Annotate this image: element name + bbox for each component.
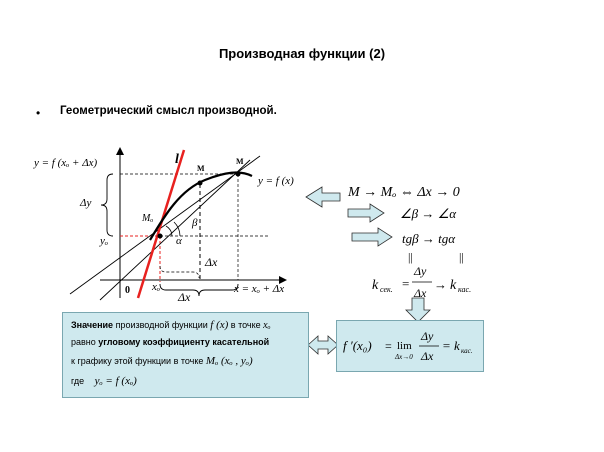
label-y-top: y = f (xₒ + Δx) xyxy=(34,157,98,169)
label-M1: M xyxy=(197,164,205,173)
formula-lim: lim xyxy=(397,340,412,352)
definition-box xyxy=(62,312,309,398)
arrow-double xyxy=(308,336,338,354)
equals-left: || xyxy=(408,250,413,264)
formula-lhs: f ′(x₀) xyxy=(343,338,372,353)
arrow-right-1 xyxy=(348,204,384,222)
angle-limit: ∠β → ∠α xyxy=(400,206,457,221)
derivative-formula xyxy=(337,321,483,371)
label-beta: β xyxy=(192,217,198,229)
label-zero: 0 xyxy=(125,285,130,296)
formula-num: Δy xyxy=(421,329,434,343)
brace-dy xyxy=(101,174,113,236)
label-l: l xyxy=(175,152,179,167)
arc-alpha xyxy=(166,226,172,236)
label-curve: y = f (x) xyxy=(258,175,294,187)
arc-beta xyxy=(174,222,180,236)
tan-limit: tgβ → tgα xyxy=(402,231,456,246)
def-fx: f (x) xyxy=(210,319,229,331)
label-alpha: α xyxy=(176,235,182,247)
k-kas: k xyxy=(450,278,457,293)
arrow-down xyxy=(406,298,430,322)
formula-rhs-sub: кас. xyxy=(461,347,473,355)
arrow-left-1 xyxy=(306,187,340,207)
def-line2-bold: угловому коэффициенту касательной xyxy=(98,337,270,347)
k-eq: = xyxy=(402,276,410,291)
def-xo: xₒ xyxy=(263,320,271,331)
point-Mo xyxy=(158,234,163,239)
label-dx-inner: Δx xyxy=(205,255,218,269)
bullet-dot: • xyxy=(36,106,41,120)
derivative-formula-box xyxy=(336,320,484,372)
arrow-right-2 xyxy=(352,228,392,246)
frac-num: Δy xyxy=(414,264,427,278)
k-kas-sub: кас. xyxy=(458,285,472,294)
point-M1 xyxy=(198,181,203,186)
label-dx-bottom: Δx xyxy=(178,290,191,304)
def-point: Mₒ (xₒ , yₒ) xyxy=(205,355,253,367)
frac-den: Δx xyxy=(414,286,427,300)
equals-right: || xyxy=(459,250,464,264)
slide-title: Производная функции (2) xyxy=(218,46,386,61)
def-line4-pre: где xyxy=(71,376,85,386)
def-line2-pre: равно xyxy=(71,337,99,347)
label-dy: Δy xyxy=(80,197,92,209)
def-text-1: производной функции xyxy=(113,320,211,330)
formula-eq: = xyxy=(385,339,392,353)
label-yo: yₒ xyxy=(100,235,109,247)
arrow-k: → xyxy=(434,277,447,292)
label-M2: M xyxy=(236,157,244,166)
brace-dx-inner xyxy=(160,266,199,278)
slide-subtitle: Геометрический смысл производной. xyxy=(60,105,277,117)
k-sec-sub: сек. xyxy=(380,285,393,294)
def-line4-eq: yₒ = f (xₒ) xyxy=(94,375,137,387)
label-x-sum: x = xₒ + Δx xyxy=(234,283,285,295)
formula-rhs: = k xyxy=(442,338,460,353)
formula-lim-sub: Δx→0 xyxy=(395,353,413,361)
point-M2 xyxy=(236,172,241,177)
limit-condition: M → Mₒ ⇔ Δx → 0 xyxy=(348,185,460,200)
formula-den: Δx xyxy=(421,349,434,363)
k-sec: k xyxy=(372,278,379,293)
def-line3-pre: к графику этой функции в точке xyxy=(71,356,206,366)
def-text-2: в точке xyxy=(228,320,264,330)
label-Mo: Mₒ xyxy=(142,213,154,224)
brace-dx-bottom xyxy=(160,284,238,296)
value-word: Значение xyxy=(71,320,114,330)
label-xo: xₒ xyxy=(152,281,161,293)
